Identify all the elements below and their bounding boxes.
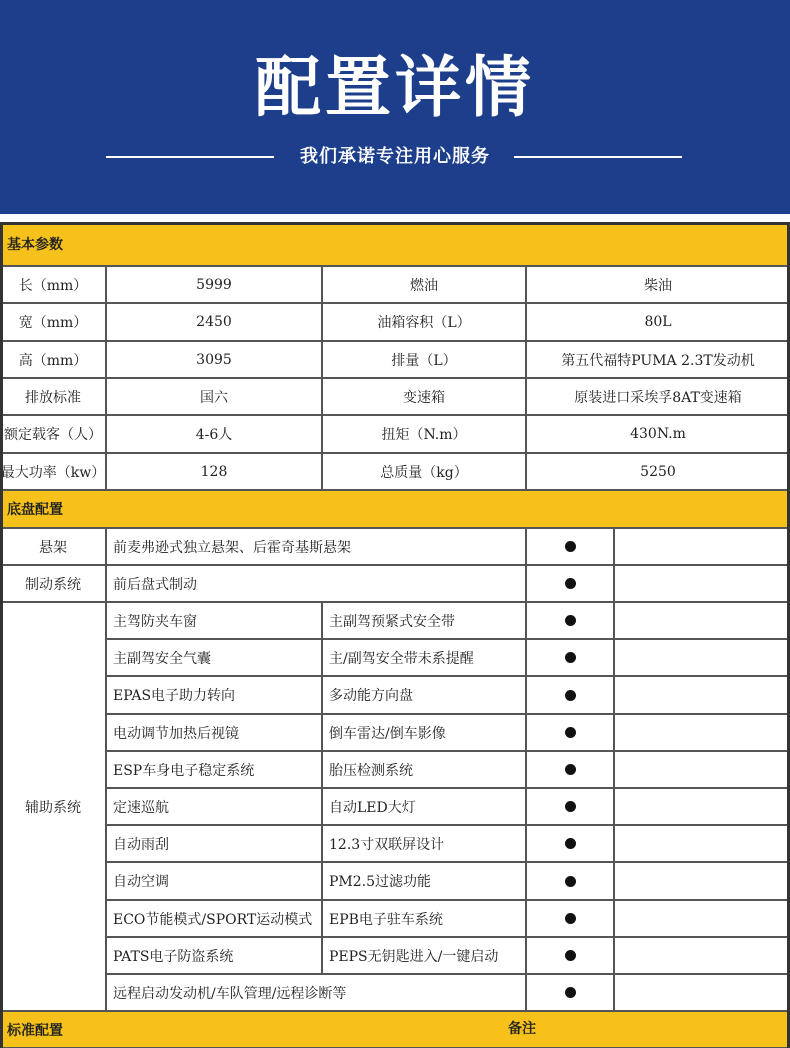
param-label: 扭矩（N.m）: [322, 415, 526, 453]
bullet-dot-icon: [565, 690, 576, 701]
param-value: 128: [106, 453, 322, 490]
assist-note: [614, 900, 790, 937]
assist-note: [614, 788, 790, 825]
param-value: 2450: [106, 303, 322, 341]
assist-feature: ECO节能模式/SPORT运动模式: [106, 900, 322, 937]
param-value: 430N.m: [526, 415, 790, 453]
param-value: 5250: [526, 453, 790, 490]
param-label: 高（mm）: [0, 341, 106, 378]
page-subtitle: 我们承诺专注用心服务: [300, 146, 490, 167]
notes-label: 备注: [508, 1021, 536, 1037]
bullet-dot-icon: [565, 876, 576, 887]
assist-note: [614, 751, 790, 788]
param-label: 宽（mm）: [0, 303, 106, 341]
assist-feature: 定速巡航: [106, 788, 322, 825]
assist-feature: 倒车雷达/倒车影像: [322, 714, 526, 751]
assist-note: [614, 825, 790, 862]
param-label: 额定载客（人）: [0, 415, 106, 453]
param-label: 最大功率（kw）: [0, 453, 106, 490]
assist-marker: [526, 714, 614, 751]
assist-marker: [526, 862, 614, 900]
assist-feature: EPB电子驻车系统: [322, 900, 526, 937]
assist-feature: 自动雨刮: [106, 825, 322, 862]
bullet-dot-icon: [565, 615, 576, 626]
assist-note: [614, 714, 790, 751]
bullet-dot-icon: [565, 652, 576, 663]
assist-feature: EPAS电子助力转向: [106, 676, 322, 714]
bullet-dot-icon: [565, 727, 576, 738]
assist-note: [614, 862, 790, 900]
param-label: 油箱容积（L）: [322, 303, 526, 341]
assist-marker: [526, 788, 614, 825]
assist-marker: [526, 639, 614, 676]
divider-right: [514, 156, 682, 158]
assist-feature: ESP车身电子稳定系统: [106, 751, 322, 788]
param-label: 排放标准: [0, 378, 106, 415]
param-value: 5999: [106, 266, 322, 303]
bullet-dot-icon: [565, 801, 576, 812]
assist-marker: [526, 825, 614, 862]
section-header-chassis: 底盘配置: [0, 490, 790, 528]
assist-feature: PM2.5过滤功能: [322, 862, 526, 900]
bullet-dot-icon: [565, 541, 576, 552]
assist-feature: 主副驾安全气囊: [106, 639, 322, 676]
assist-feature: 自动LED大灯: [322, 788, 526, 825]
assist-feature: 多动能方向盘: [322, 676, 526, 714]
assist-marker: [526, 602, 614, 639]
assist-feature: 主驾防夹车窗: [106, 602, 322, 639]
bullet-dot-icon: [565, 578, 576, 589]
assist-feature: 胎压检测系统: [322, 751, 526, 788]
assist-feature: 主副驾预紧式安全带: [322, 602, 526, 639]
param-label: 燃油: [322, 266, 526, 303]
assist-feature: 远程启动发动机/车队管理/远程诊断等: [106, 974, 526, 1011]
chassis-marker: [526, 528, 614, 565]
assist-feature: 自动空调: [106, 862, 322, 900]
param-value: 原装进口采埃孚8AT变速箱: [526, 378, 790, 415]
assist-marker: [526, 676, 614, 714]
assist-category: 辅助系统: [0, 602, 106, 1011]
param-value: 国六: [106, 378, 322, 415]
assist-marker: [526, 751, 614, 788]
assist-feature: 12.3寸双联屏设计: [322, 825, 526, 862]
assist-note: [614, 639, 790, 676]
chassis-category: 悬架: [0, 528, 106, 565]
chassis-note: [614, 528, 790, 565]
assist-feature: 电动调节加热后视镜: [106, 714, 322, 751]
section-header-standard: 标准配置: [0, 1011, 790, 1048]
param-value: 80L: [526, 303, 790, 341]
chassis-marker: [526, 565, 614, 602]
assist-note: [614, 974, 790, 1011]
bullet-dot-icon: [565, 913, 576, 924]
param-label: 变速箱: [322, 378, 526, 415]
chassis-note: [614, 565, 790, 602]
param-value: 柴油: [526, 266, 790, 303]
chassis-feature: 前麦弗逊式独立悬架、后霍奇基斯悬架: [106, 528, 526, 565]
bullet-dot-icon: [565, 950, 576, 961]
param-value: 第五代福特PUMA 2.3T发动机: [526, 341, 790, 378]
param-label: 排量（L）: [322, 341, 526, 378]
assist-marker: [526, 937, 614, 974]
page-title: 配置详情: [255, 49, 535, 126]
bullet-dot-icon: [565, 764, 576, 775]
param-label: 长（mm）: [0, 266, 106, 303]
assist-feature: PEPS无钥匙进入/一键启动: [322, 937, 526, 974]
bullet-dot-icon: [565, 838, 576, 849]
section-header-basic: 基本参数: [0, 222, 790, 266]
assist-marker: [526, 974, 614, 1011]
header-banner: [0, 0, 790, 214]
chassis-category: 制动系统: [0, 565, 106, 602]
assist-feature: PATS电子防盗系统: [106, 937, 322, 974]
param-value: 3095: [106, 341, 322, 378]
assist-marker: [526, 900, 614, 937]
param-value: 4-6人: [106, 415, 322, 453]
bullet-dot-icon: [565, 987, 576, 998]
param-label: 总质量（kg）: [322, 453, 526, 490]
assist-note: [614, 602, 790, 639]
chassis-feature: 前后盘式制动: [106, 565, 526, 602]
assist-feature: 主/副驾安全带未系提醒: [322, 639, 526, 676]
assist-note: [614, 676, 790, 714]
assist-note: [614, 937, 790, 974]
